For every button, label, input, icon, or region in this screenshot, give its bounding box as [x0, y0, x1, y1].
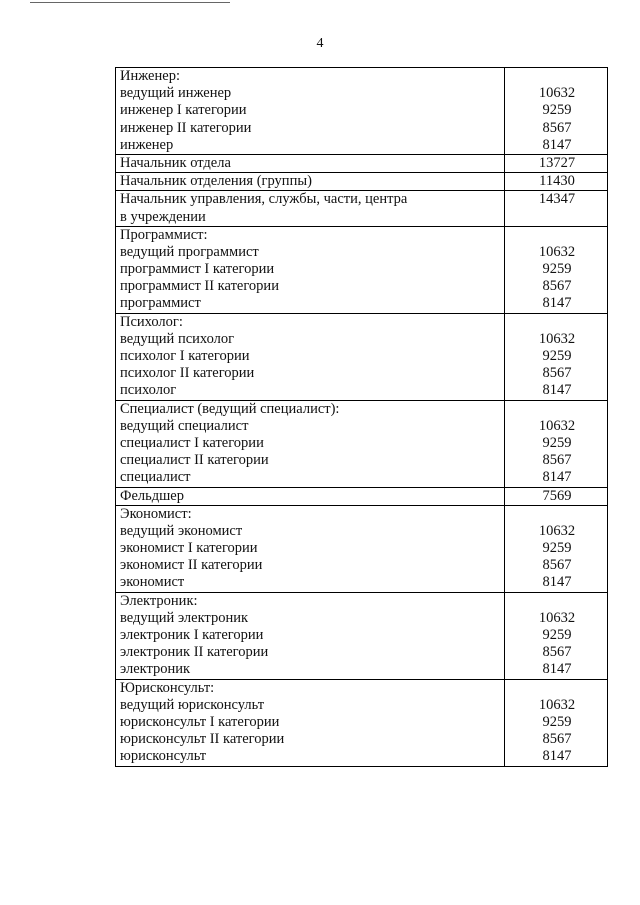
salary-value: 8567 [542, 644, 572, 661]
position-cell [116, 226, 505, 313]
salary-value: 9259 [542, 434, 572, 451]
salary-cell [505, 173, 608, 191]
position-name: экономист [120, 574, 185, 591]
salary-cell [505, 487, 608, 505]
position-name: ведущий специалист [120, 417, 249, 434]
position-name: электроник II категории [120, 644, 269, 661]
position-name: программист [120, 295, 201, 312]
salary-value [509, 401, 605, 418]
salary-value [509, 506, 605, 523]
salary-value: 8147 [542, 295, 572, 312]
salary-value: 8147 [542, 748, 572, 765]
position-name: специалист II категории [120, 452, 269, 469]
position-group-title: Юрисконсульт: [120, 679, 215, 696]
salary-value: 13727 [538, 154, 576, 171]
salary-value [509, 680, 605, 697]
position-name: инженер I категории [120, 102, 247, 119]
position-name: в учреждении [120, 208, 206, 225]
table-row [116, 173, 608, 191]
table-row [116, 226, 608, 313]
page-number: 4 [316, 36, 324, 51]
salary-value [509, 227, 605, 244]
salary-value: 10632 [538, 417, 576, 434]
salary-value: 8147 [542, 136, 572, 153]
position-name: экономист II категории [120, 557, 263, 574]
top-rule-divider [30, 2, 230, 3]
table-row [116, 154, 608, 172]
salary-value [509, 209, 605, 226]
position-group-title: Программист: [120, 226, 208, 243]
salary-value: 14347 [538, 191, 576, 208]
position-name: ведущий экономист [120, 522, 243, 539]
position-name: юрисконсульт I категории [120, 713, 280, 730]
position-cell [116, 505, 505, 592]
salary-table-body [116, 68, 608, 767]
table-row [116, 487, 608, 505]
salary-cell [505, 679, 608, 766]
salary-table [115, 67, 608, 767]
position-name: электроник I категории [120, 627, 264, 643]
salary-value: 8567 [542, 119, 572, 136]
position-name: специалист [120, 469, 191, 486]
table-row [116, 400, 608, 487]
position-cell [116, 487, 505, 505]
position-name: ведущий инженер [120, 85, 232, 102]
position-cell [116, 592, 505, 679]
position-cell [116, 154, 505, 172]
salary-cell [505, 68, 608, 155]
salary-value [509, 68, 605, 85]
table-row [116, 313, 608, 400]
salary-value: 8567 [542, 365, 572, 382]
salary-value: 10632 [538, 243, 576, 260]
salary-cell [505, 154, 608, 172]
position-name: Начальник отдела [120, 154, 231, 171]
position-cell [116, 400, 505, 487]
salary-cell [505, 191, 608, 226]
position-name: психолог [120, 382, 177, 399]
salary-cell [505, 313, 608, 400]
salary-value: 11430 [539, 173, 575, 190]
salary-value: 8147 [542, 574, 572, 591]
position-name: ведущий юрисконсульт [120, 696, 265, 713]
salary-value: 10632 [538, 609, 576, 626]
table-row [116, 592, 608, 679]
position-cell [116, 173, 505, 191]
position-name: программист II категории [120, 278, 279, 295]
position-name: ведущий психолог [120, 330, 235, 347]
position-cell [116, 191, 505, 226]
salary-cell [505, 505, 608, 592]
position-name: Начальник управления, службы, части, центра [120, 191, 408, 208]
table-row [116, 191, 608, 226]
position-cell [116, 313, 505, 400]
position-name: специалист I категории [120, 434, 264, 451]
position-name: юрисконсульт [120, 748, 207, 765]
salary-value: 8147 [542, 469, 572, 486]
salary-value: 10632 [538, 330, 576, 347]
position-group-title: Специалист (ведущий специалист): [120, 400, 340, 417]
table-row [116, 679, 608, 766]
position-name: ведущий электроник [120, 609, 249, 626]
salary-value: 8567 [542, 278, 572, 295]
salary-value: 8567 [542, 452, 572, 469]
salary-cell [505, 400, 608, 487]
salary-value: 9259 [542, 102, 572, 119]
salary-value: 8567 [542, 557, 572, 574]
position-cell [116, 679, 505, 766]
position-group-title: Электроник: [120, 592, 198, 609]
salary-value: 9259 [542, 713, 572, 730]
salary-value: 8147 [542, 382, 572, 399]
position-name: Фельдшер [120, 487, 184, 504]
salary-value: 7569 [542, 487, 572, 504]
table-row [116, 68, 608, 155]
salary-value: 9259 [542, 627, 572, 643]
position-name: инженер [120, 136, 174, 153]
salary-value: 8567 [542, 731, 572, 748]
position-name: электроник [120, 661, 191, 678]
position-name: психолог I категории [120, 348, 250, 364]
position-cell [116, 68, 505, 155]
position-name: психолог II категории [120, 365, 255, 382]
salary-cell [505, 226, 608, 313]
position-name: юрисконсульт II категории [120, 731, 285, 748]
salary-value: 9259 [542, 540, 572, 557]
position-name: ведущий программист [120, 243, 259, 260]
salary-value: 8147 [542, 661, 572, 678]
position-group-title: Психолог: [120, 313, 183, 330]
salary-value: 9259 [542, 261, 572, 278]
position-name: инженер II категории [120, 119, 252, 136]
position-group-title: Инженер: [120, 68, 180, 84]
salary-value [509, 593, 605, 610]
table-row [116, 505, 608, 592]
position-name: экономист I категории [120, 540, 258, 557]
salary-value: 9259 [542, 348, 572, 364]
position-name: Начальник отделения (группы) [120, 173, 312, 190]
salary-value: 10632 [538, 522, 576, 539]
salary-value: 10632 [538, 696, 576, 713]
salary-cell [505, 592, 608, 679]
salary-value [509, 314, 605, 331]
salary-value: 10632 [538, 85, 576, 102]
position-group-title: Экономист: [120, 505, 192, 522]
position-name: программист I категории [120, 261, 275, 278]
